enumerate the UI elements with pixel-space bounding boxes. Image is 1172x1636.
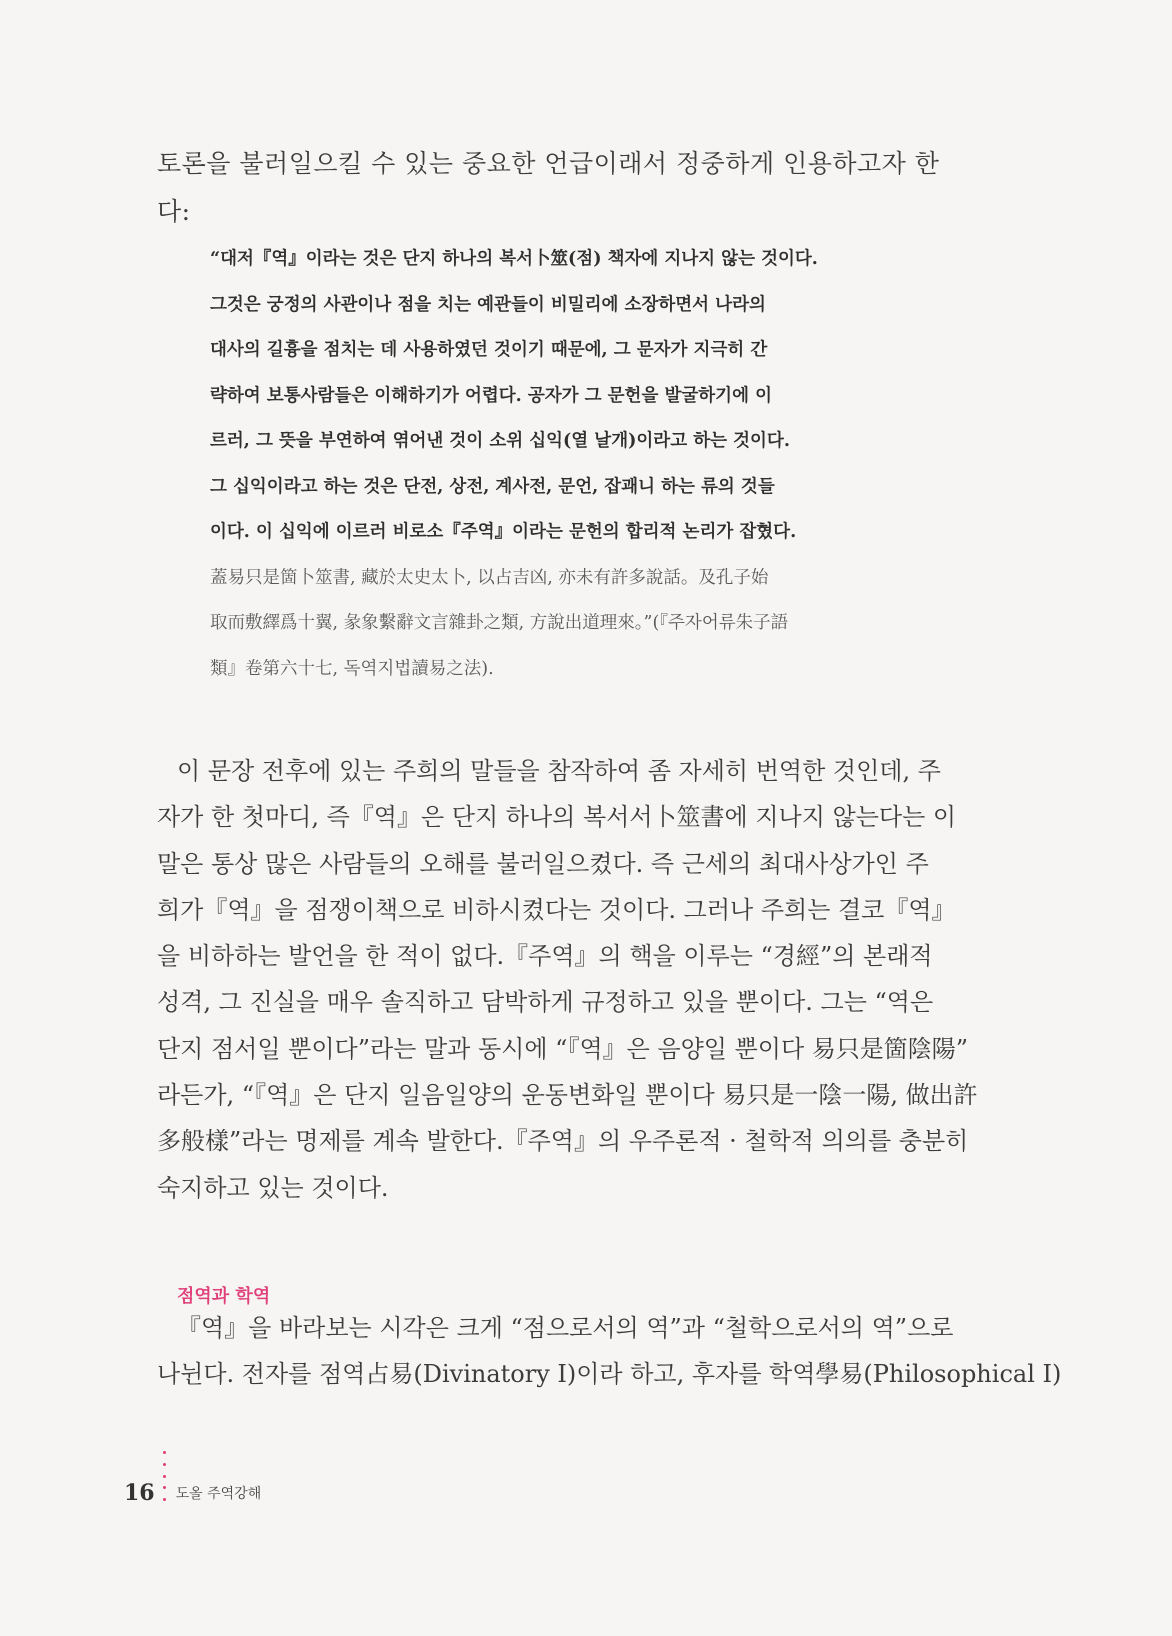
body-line: 말은 통상 많은 사람들의 오해를 불러일으켰다. 즉 근세의 최대사상가인 주 [157,849,929,878]
classical-chinese-line: 蓋易只是箇卜筮書, 藏於太史太卜, 以占吉凶, 亦未有許多說話。及孔子始 [210,567,769,588]
body-line: 을 비하하는 발언을 한 적이 없다.『주역』의 핵을 이루는 “경經”의 본래적 [157,942,933,971]
quote-line: “대저『역』이라는 것은 단지 하나의 복서卜筮(점) 책자에 지나지 않는 것이다. [210,249,818,269]
classical-chinese-line: 取而敷繹爲十翼, 彖象繫辭文言雜卦之類, 方說出道理來。”(『주자어류朱子語 [210,613,789,633]
section-line: 『역』을 바라보는 시각은 크게 “점으로서의 역”과 “철학으로서의 역”으로 [177,1314,954,1342]
quote-line: 이다. 이 십익에 이르러 비로소『주역』이라는 문헌의 합리적 논리가 잡혔다. [210,522,797,542]
body-line: 이 문장 전후에 있는 주희의 말들을 참작하여 좀 자세히 번역한 것인데, 주 [177,757,941,785]
quote-line: 그 십익이라고 하는 것은 단전, 상전, 계사전, 문언, 잡괘니 하는 류의 것들 [210,476,775,497]
quote-line: 대사의 길흉을 점치는 데 사용하였던 것이기 때문에, 그 문자가 지극히 간 [210,340,768,360]
quote-line: 략하여 보통사람들은 이해하기가 어렵다. 공자가 그 문헌을 발굴하기에 이 [210,385,772,406]
page-footer [124,1478,261,1508]
quote-line: 그것은 궁정의 사관이나 점을 치는 예관들이 비밀리에 소장하면서 나라의 [210,294,766,315]
body-line: 단지 점서일 뿐이다”라는 말과 동시에 “『역』은 음양일 뿐이다 易只是箇陰陽” [157,1034,969,1063]
body-line: 성격, 그 진실을 매우 솔직하고 담박하게 규정하고 있을 뿐이다. 그는 “역은 [157,988,934,1017]
body-line: 희가『역』을 점쟁이책으로 비하시켰다는 것이다. 그러나 주희는 결코『역』 [157,895,956,924]
body-line: 숙지하고 있는 것이다. [157,1173,389,1202]
quote-line: 르러, 그 뜻을 부연하여 엮어낸 것이 소위 십익(열 날개)이라고 하는 것이다. [210,431,790,451]
section-paragraph [157,1305,1062,1398]
page-number: 16 [124,1480,155,1506]
body-line: 라든가, “『역』은 단지 일음일양의 운동변화일 뿐이다 易只是一陰一陽, 做出許 [157,1081,978,1110]
running-title: 도올 주역강해 [175,1486,262,1502]
body-line: 자가 한 첫마디, 즉『역』은 단지 하나의 복서서卜筮書에 지나지 않는다는 이 [157,803,957,832]
body-line: 多般樣”라는 명제를 계속 발한다.『주역』의 우주론적 · 철학적 의의를 충분히 [157,1127,969,1156]
dotted-divider-icon [163,1451,166,1501]
body-paragraph [157,748,978,1211]
block-quote [210,237,910,692]
classical-chinese-line: 類』卷第六十七, 독역지법讀易之法). [210,658,494,679]
section-line: 나뉜다. 전자를 점역占易(Divinatory I)이라 하고, 후자를 학역學易(Philosophical I) [157,1360,1062,1389]
intro-paragraph: 토론을 불러일으킬 수 있는 중요한 언급이래서 정중하게 인용하고자 한다: [157,149,940,226]
section-heading: 점역과 학역 [177,1286,271,1307]
